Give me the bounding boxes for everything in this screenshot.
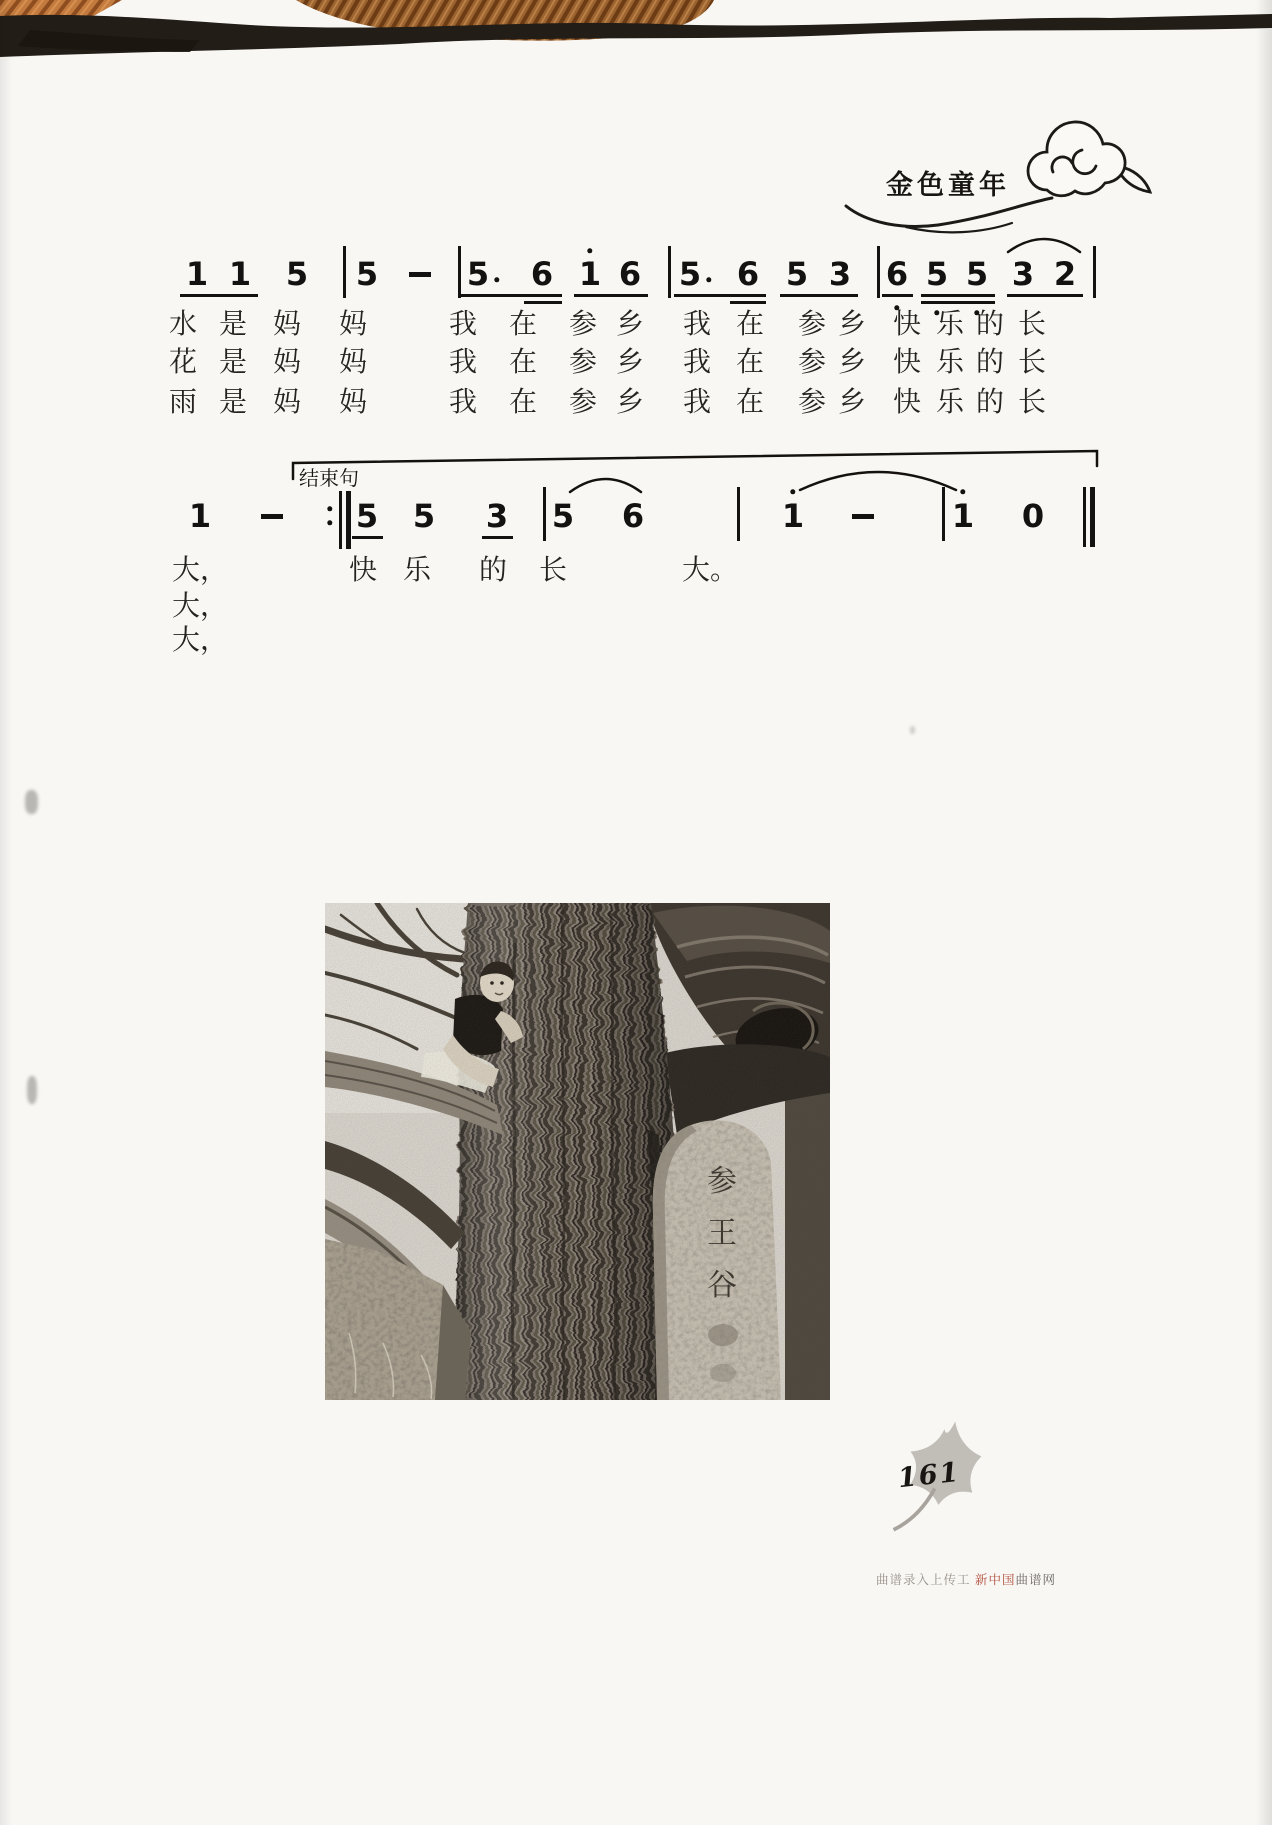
barline (877, 246, 880, 298)
repeat-dot (327, 520, 332, 525)
lyric-char: 乐 (935, 347, 965, 378)
page-number: 161 (896, 1456, 962, 1495)
lyric-char: 我 (448, 309, 478, 340)
barline (343, 246, 346, 298)
jianpu-note: 1 (951, 497, 975, 535)
beam-line (524, 301, 562, 304)
lyric-char: 花 (168, 347, 198, 378)
jianpu-note: 2 (1053, 255, 1077, 293)
jianpu-note: 5 (965, 255, 989, 293)
lyric-char: 参 (568, 387, 598, 418)
lyric-char: 快 (892, 347, 922, 378)
jianpu-note: 1 (188, 497, 212, 535)
lyric-text: 大， (171, 625, 229, 656)
beam-line (180, 294, 258, 297)
table-edge-band (0, 0, 1272, 80)
jianpu-note: 6 (621, 497, 645, 535)
lyric-text: 长 (538, 555, 568, 586)
barline (942, 487, 945, 541)
beam-line (730, 301, 766, 304)
beam-line (482, 536, 513, 539)
repeat-barline-thick (346, 491, 351, 549)
lyric-char: 妈 (338, 309, 368, 340)
lyric-char: 参 (568, 347, 598, 378)
lyric-char: 在 (735, 309, 765, 340)
beam-line (461, 294, 562, 297)
lyric-char: 乡 (837, 387, 867, 418)
octave-dot-high (587, 248, 592, 253)
lyric-char: 乡 (615, 309, 645, 340)
lyric-char: 长 (1017, 347, 1047, 378)
octave-dot-high (960, 489, 965, 494)
repeat-barline-thin (339, 491, 342, 549)
watermark-part-3: 曲谱网 (1015, 1573, 1057, 1587)
jianpu-note: 5 (412, 497, 436, 535)
lyric-char: 的 (975, 387, 1005, 418)
jianpu-note: 0 (1021, 497, 1045, 535)
lyric-char: 在 (508, 347, 538, 378)
lyric-char: 水 (168, 309, 198, 340)
lyric-char: 是 (218, 309, 248, 340)
site-watermark (876, 1570, 1056, 1588)
beam-line (574, 294, 648, 297)
watermark-part-2: 新中国 (974, 1573, 1016, 1587)
lyric-char: 在 (735, 387, 765, 418)
barline (543, 487, 546, 541)
jianpu-note: 5 (355, 497, 379, 535)
jianpu-note: 5 (355, 255, 379, 293)
final-barline-thin (1083, 487, 1086, 547)
lyric-char: 我 (682, 387, 712, 418)
jianpu-note: 1 (578, 255, 602, 293)
beam-line (921, 301, 995, 304)
lyric-char: 乡 (837, 309, 867, 340)
jianpu-note: 5 (785, 255, 809, 293)
lyric-char: 是 (218, 347, 248, 378)
lyric-char: 我 (448, 387, 478, 418)
jianpu-note: 1 (185, 255, 209, 293)
jianpu-note: 1 (781, 497, 805, 535)
lyric-text: 大， (171, 555, 229, 586)
lyric-char: 在 (508, 309, 538, 340)
octave-dot-high (790, 489, 795, 494)
beam-line (921, 294, 995, 297)
lyric-char: 我 (682, 347, 712, 378)
jianpu-note: 3 (828, 255, 852, 293)
barline (668, 246, 671, 298)
barline (1093, 246, 1096, 298)
lyric-char: 妈 (272, 347, 302, 378)
lyric-char: 快 (892, 309, 922, 340)
lyric-char: 乐 (935, 309, 965, 340)
lyric-char: 参 (797, 347, 827, 378)
lyric-text: 乐 (402, 555, 432, 586)
lyric-text: 快 (348, 555, 378, 586)
final-barline-thick (1090, 487, 1095, 547)
jianpu-note: 6 (885, 255, 909, 293)
lyric-char: 在 (508, 387, 538, 418)
jianpu-note: 6 (530, 255, 554, 293)
lyric-char: 参 (568, 309, 598, 340)
lyric-char: 妈 (272, 387, 302, 418)
lyric-char: 长 (1017, 309, 1047, 340)
lyric-char: 的 (975, 309, 1005, 340)
ending-label: 结束句 (299, 468, 359, 490)
lyric-text: 大。 (681, 555, 739, 586)
augmentation-dot (494, 277, 499, 282)
watermark-part-1: 曲谱录入上传工 (876, 1573, 975, 1587)
lyric-text: 大， (171, 591, 229, 622)
beam-line (882, 294, 913, 297)
lyric-char: 快 (892, 387, 922, 418)
lyric-char: 参 (797, 387, 827, 418)
lyric-char: 妈 (338, 387, 368, 418)
jianpu-note: 5 (678, 255, 702, 293)
lyric-char: 乡 (837, 347, 867, 378)
jianpu-note: 5 (285, 255, 309, 293)
beam-line (780, 294, 858, 297)
half-note-dash (261, 514, 283, 519)
lyric-char: 我 (682, 309, 712, 340)
lyric-char: 长 (1017, 387, 1047, 418)
lyric-char: 的 (975, 347, 1005, 378)
barline (737, 487, 740, 541)
lyric-char: 乡 (615, 387, 645, 418)
jianpu-note: 6 (736, 255, 760, 293)
jianpu-note: 6 (618, 255, 642, 293)
lyric-char: 在 (735, 347, 765, 378)
beam-line (674, 294, 766, 297)
augmentation-dot (706, 277, 711, 282)
jianpu-note: 1 (228, 255, 252, 293)
lyric-char: 雨 (168, 387, 198, 418)
jianpu-note: 5 (925, 255, 949, 293)
lyric-text: 的 (478, 555, 508, 586)
beam-line (1007, 294, 1083, 297)
jianpu-note: 5 (551, 497, 575, 535)
repeat-dot (327, 506, 332, 511)
lyric-char: 妈 (338, 347, 368, 378)
lyric-char: 妈 (272, 309, 302, 340)
jianpu-note: 5 (466, 255, 490, 293)
half-note-dash (852, 514, 874, 519)
barline (458, 246, 461, 298)
half-note-dash (409, 272, 431, 277)
jianpu-note: 3 (485, 497, 509, 535)
lyric-char: 乡 (615, 347, 645, 378)
lyric-char: 参 (797, 309, 827, 340)
jianpu-note: 3 (1011, 255, 1035, 293)
beam-line (352, 536, 383, 539)
lyric-char: 乐 (935, 387, 965, 418)
lyric-char: 是 (218, 387, 248, 418)
lyric-char: 我 (448, 347, 478, 378)
section-title: 金色童年 (886, 170, 1010, 200)
